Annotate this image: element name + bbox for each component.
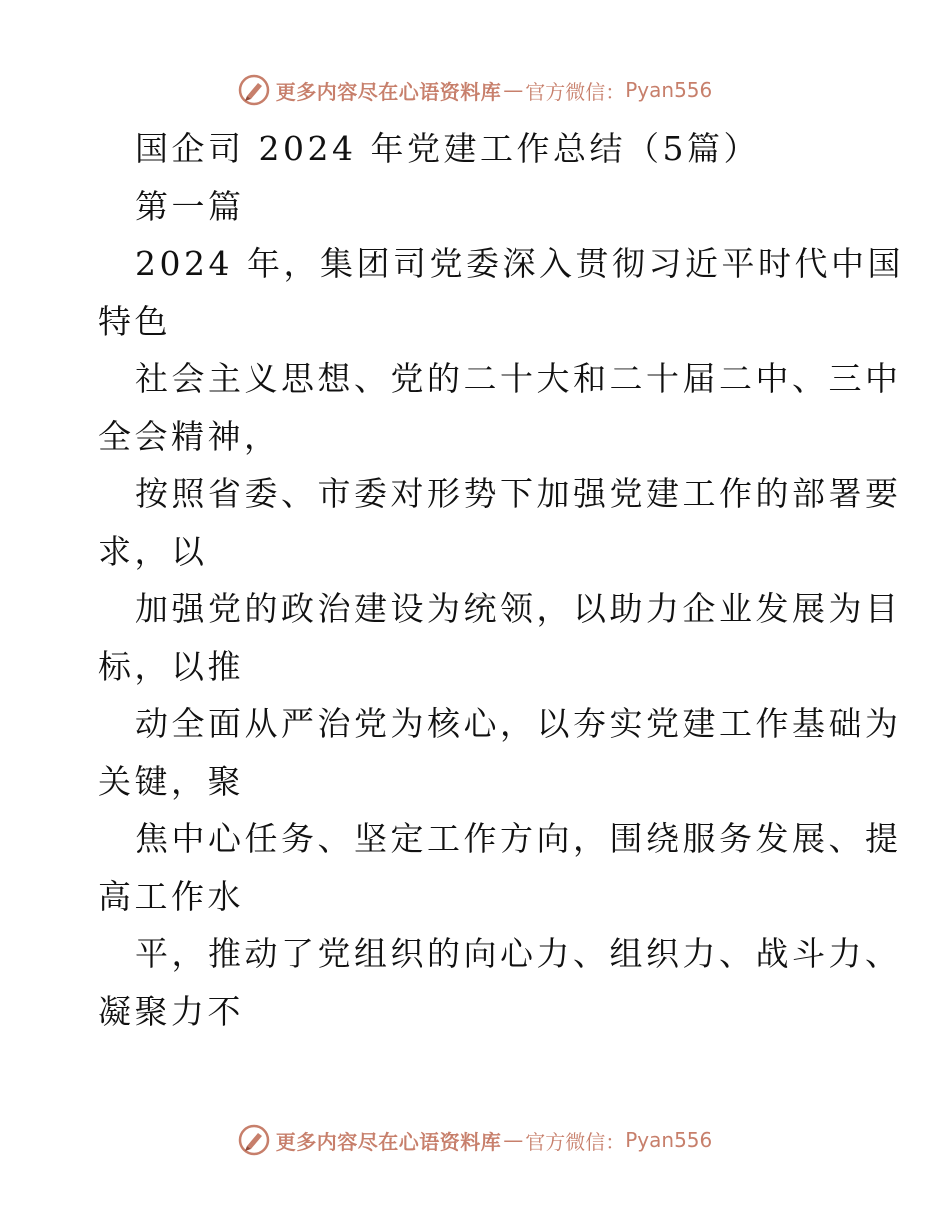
text-line: 焦中心任务、坚定工作方向，围绕服务发展、提 bbox=[135, 819, 902, 858]
pen-logo-icon bbox=[238, 1124, 270, 1156]
text-line: 按照省委、市委对形势下加强党建工作的部署要 bbox=[135, 474, 902, 513]
text-line: 求，以 bbox=[98, 531, 208, 571]
text-line: 平，推动了党组织的向心力、组织力、战斗力、 bbox=[135, 934, 902, 973]
watermark-main-text: 更多内容尽在心语资料库 bbox=[275, 1129, 502, 1154]
text-line: 动全面从严治党为核心，以夯实党建工作基础为 bbox=[135, 704, 902, 743]
text-line: 社会主义思想、党的二十大和二十届二中、三中 bbox=[135, 359, 902, 398]
header-watermark bbox=[0, 70, 950, 110]
pen-logo-icon bbox=[238, 74, 270, 106]
text-line: 关键，聚 bbox=[98, 761, 244, 801]
watermark-wechat-id: Pyan556 bbox=[625, 78, 713, 102]
text-line: 2024 年，集团司党委深入贯彻习近平时代中国 bbox=[135, 244, 904, 283]
footer-watermark bbox=[0, 1120, 950, 1160]
section-heading: 第一篇 bbox=[135, 186, 245, 226]
text-line: 特色 bbox=[98, 301, 171, 341]
text-line: 全会精神， bbox=[98, 416, 281, 456]
document-body bbox=[98, 120, 904, 1040]
watermark-separator: — bbox=[503, 1128, 524, 1152]
watermark-separator: — bbox=[503, 78, 524, 102]
watermark-wechat-id: Pyan556 bbox=[625, 1128, 713, 1152]
text-line: 标，以推 bbox=[98, 646, 244, 686]
text-line: 高工作水 bbox=[98, 876, 244, 916]
text-line: 加强党的政治建设为统领，以助力企业发展为目 bbox=[135, 589, 902, 628]
document-title: 国企司 2024 年党建工作总结（5篇） bbox=[135, 129, 760, 168]
watermark-wechat-label: 官方微信： bbox=[525, 79, 626, 104]
text-line: 凝聚力不 bbox=[98, 991, 244, 1031]
watermark-wechat-label: 官方微信： bbox=[525, 1129, 626, 1154]
watermark-main-text: 更多内容尽在心语资料库 bbox=[275, 79, 502, 104]
